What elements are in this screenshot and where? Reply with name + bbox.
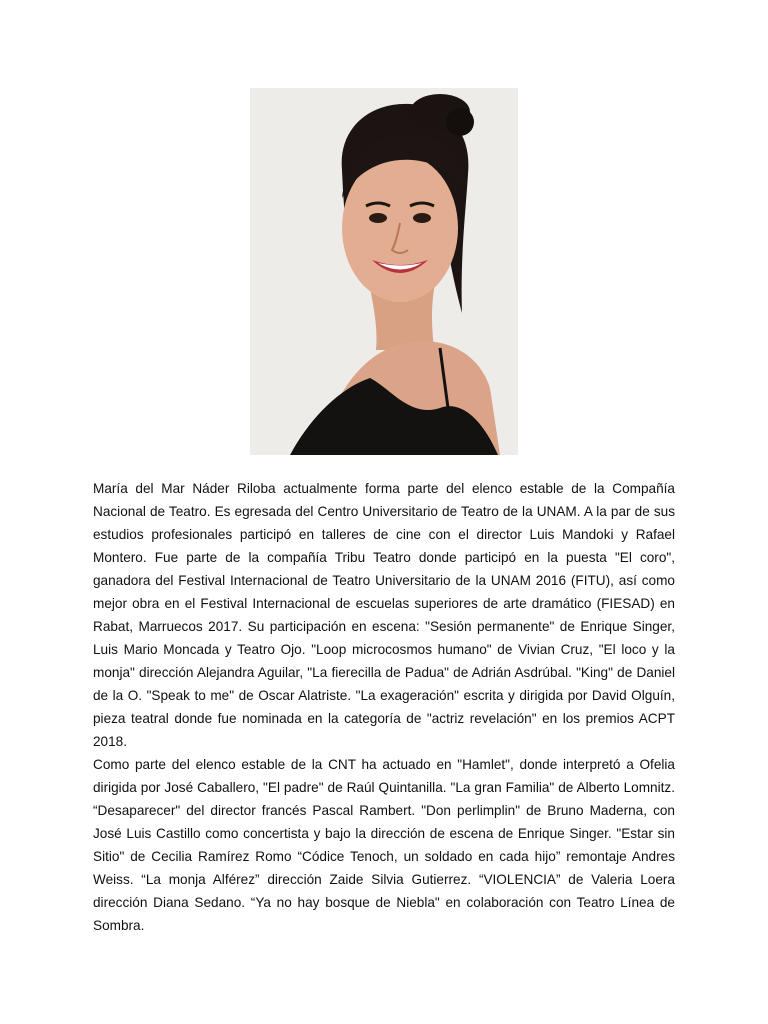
portrait-photo xyxy=(250,88,518,455)
bio-paragraph-2: Como parte del elenco estable de la CNT ha actuado en "Hamlet", donde interpretó a Ofelia dirigida por José Caballero, "El padre" de Raúl Quintanilla. "La gran Familia" de Alberto Lomnitz. “Desaparecer" del director francés Pascal Rambert. "Don perlimplin" de Bruno Maderna, con José Luis Castillo como concertista y bajo la dirección de escena de Enrique Singer. "Estar sin Sitio" de Cecilia Ramírez Romo “Códice Tenoch, un soldado en cada hijo” remontaje Andres Weiss. “La monja Alférez” dirección Zaide Silvia Gutierrez. “VIOLENCIA” de Valeria Loera dirección Diana Sedano. “Ya no hay bosque de Niebla" en colaboración con Teatro Línea de Sombra. xyxy=(93,757,675,933)
bio-paragraph-1: María del Mar Náder Riloba actualmente forma parte del elenco estable de la Compañía Nacional de Teatro. Es egresada del Centro Universitario de Teatro de la UNAM. A la par de sus estudios profesionales participó en talleres de cine con el director Luis Mandoki y Rafael Montero. Fue parte de la compañía Tribu Teatro donde participó en la puesta "El coro", ganadora del Festival Internacional de Teatro Universitario de la UNAM 2016 (FITU), así como mejor obra en el Festival Internacional de escuelas superiores de arte dramático (FIESAD) en Rabat, Marruecos 2017. Su participación en escena: "Sesión permanente" de Enrique Singer, Luis Mario Moncada y Teatro Ojo. "Loop microcosmos humano" de Vivian Cruz, "El loco y la monja" dirección Alejandra Aguilar, "La fierecilla de Padua" de Adrián Asdrúbal. "King" de Daniel de la O. "Speak to me" de Oscar Alatriste. "La exageración" escrita y dirigida por David Olguín, pieza teatral donde fue nominada en la categoría de "actriz revelación" en los premios ACPT 2018. xyxy=(93,481,675,749)
biography xyxy=(93,477,675,937)
portrait-illustration xyxy=(250,88,518,455)
